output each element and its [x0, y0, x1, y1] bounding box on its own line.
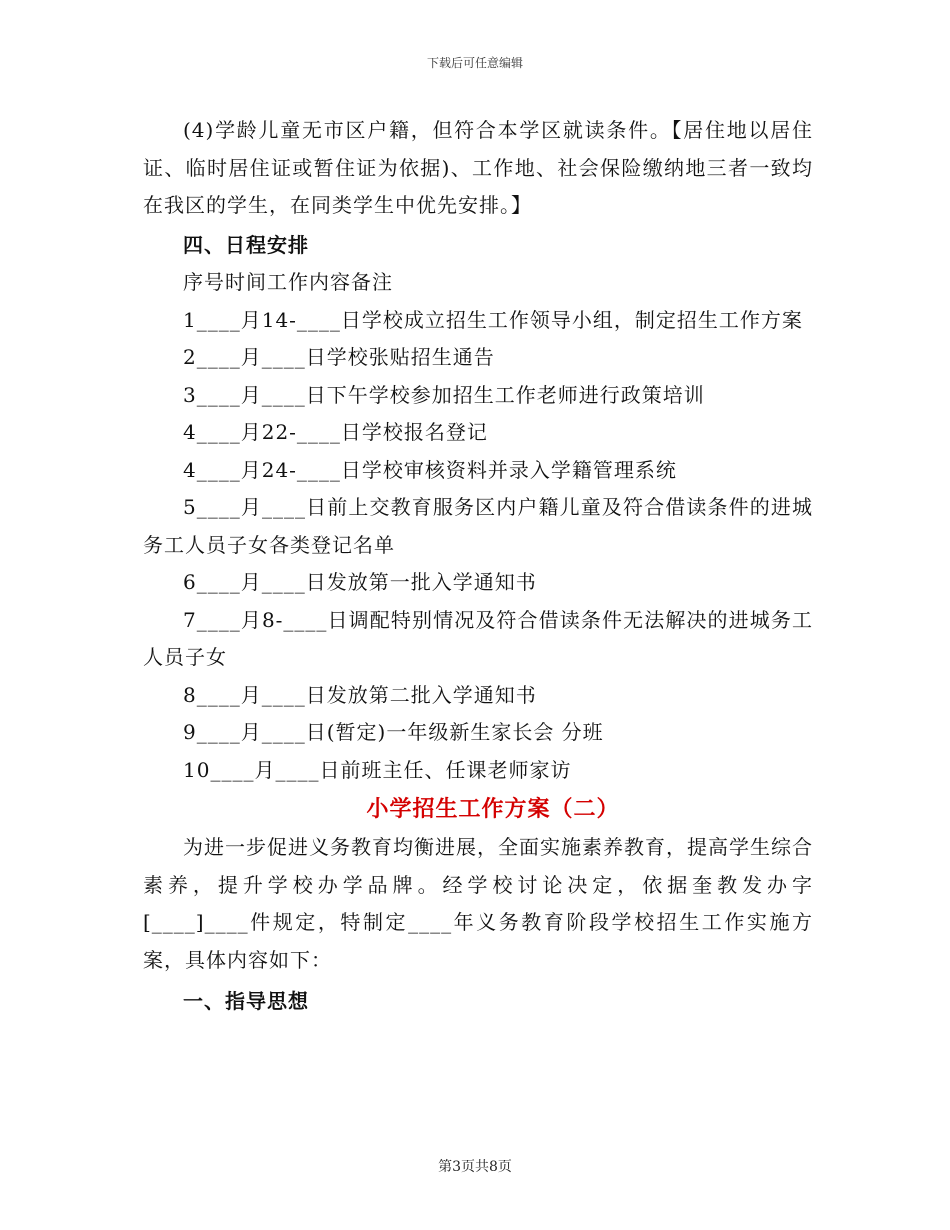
- schedule-row: 4____月22-____日学校报名登记: [183, 420, 488, 444]
- heading-schedule: 四、日程安排: [183, 232, 309, 257]
- schedule-table-header: 序号时间工作内容备注: [183, 270, 393, 294]
- schedule-row: 3____月____日下午学校参加招生工作老师进行政策培训: [183, 382, 705, 407]
- heading-guiding-ideology: 一、指导思想: [183, 989, 309, 1013]
- schedule-row: 4____月24-____日学校审核资料并录入学籍管理系统: [183, 457, 677, 482]
- schedule-row: 5____月____日前上交教育服务区内户籍儿童及符合借读条件的进城务工人员子女各类登记名单: [143, 495, 813, 557]
- document-body: [143, 112, 813, 1021]
- schedule-row: 1____月14-____日学校成立招生工作领导小组，制定招生工作方案: [183, 307, 803, 332]
- section-title: 小学招生工作方案（二）: [366, 796, 620, 822]
- page-number: 第3页共8页: [438, 1159, 512, 1175]
- page-header: 下载后可任意编辑: [426, 56, 523, 70]
- schedule-row: 7____月8-____日调配特别情况及符合借读条件无法解决的进城务工人员子女: [143, 607, 813, 669]
- schedule-row: 9____月____日(暂定)一年级新生家长会 分班: [183, 720, 604, 744]
- schedule-row: 10____月____日前班主任、任课老师家访: [183, 757, 572, 782]
- intro-paragraph: 为进一步促进义务教育均衡进展，全面实施素养教育，提高学生综合素养，提升学校办学品牌。经学校讨论决定，依据奎教发办字[____]____件规定，特制定____年义务教育阶段学校招生工作实施方案，具体内容如下：: [143, 835, 813, 972]
- schedule-row: 8____月____日发放第二批入学通知书: [183, 682, 537, 707]
- schedule-row: 2____月____日学校张贴招生通告: [183, 345, 495, 369]
- schedule-row: 6____月____日发放第一批入学通知书: [183, 570, 537, 594]
- paragraph-condition-4: (4)学龄儿童无市区户籍，但符合本学区就读条件。【居住地以居住证、临时居住证或暂住证为依据)、工作地、社会保险缴纳地三者一致均在我区的学生，在同类学生中优先安排。】: [143, 118, 813, 217]
